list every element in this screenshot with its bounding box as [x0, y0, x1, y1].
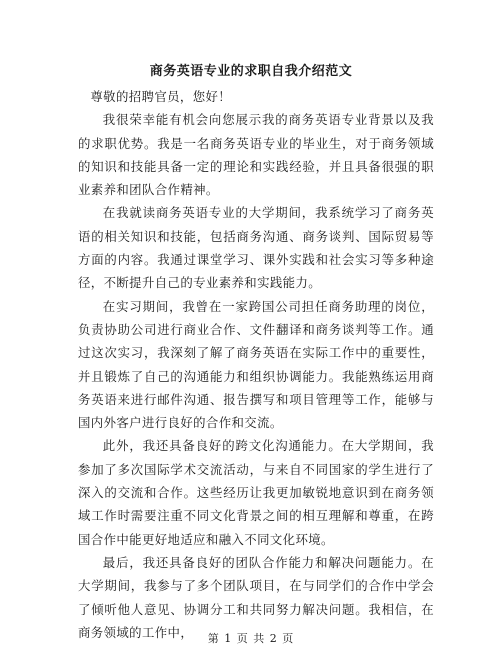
paragraph-cross-culture: 此外，我还具备良好的跨文化沟通能力。在大学期间，我参加了多次国际学术交流活动，与来自不同国家的学生进行了深入的交流和合作。这些经历让我更加敏锐地意识到在商务领域工作时需要注重不同文化背景之间的相互理解和尊重，在跨国合作中能更好地适应和融入不同文化环境。	[78, 438, 434, 547]
salutation: 尊敬的招聘官员，您好！	[90, 89, 232, 104]
document-body	[78, 85, 434, 644]
page-number-footer: 第 1 页 共 2 页	[207, 632, 295, 645]
paragraph-intro: 我很荣幸能有机会向您展示我的商务英语专业背景以及我的求职优势。我是一名商务英语专业的毕业生，对于商务领域的知识和技能具备一定的理论和实践经验，并且具备很强的职业素养和团队合作精神。	[78, 112, 434, 198]
paragraph-education: 在我就读商务英语专业的大学期间，我系统学习了商务英语的相关知识和技能，包括商务沟通、商务谈判、国际贸易等方面的内容。我通过课堂学习、课外实践和社会实习等多种途径，不断提升自己的专业素养和实践能力。	[78, 205, 434, 291]
paragraph-internship: 在实习期间，我曾在一家跨国公司担任商务助理的岗位，负责协助公司进行商业合作、文件翻译和商务谈判等工作。通过这次实习，我深刻了解了商务英语在实际工作中的重要性，并且锻炼了自己的沟通能力和组织协调能力。我能熟练运用商务英语来进行邮件沟通、报告撰写和项目管理等工作，能够与国内外客户进行良好的合作和交流。	[78, 298, 434, 431]
document-title: 商务英语专业的求职自我介绍范文	[149, 64, 353, 79]
paragraph-teamwork: 最后，我还具备良好的团队合作能力和解决问题能力。在大学期间，我参与了多个团队项目，在与同学们的合作中学会了倾听他人意见、协调分工和共同努力解决问题。我相信，在商务领域的工作中，	[78, 554, 434, 640]
